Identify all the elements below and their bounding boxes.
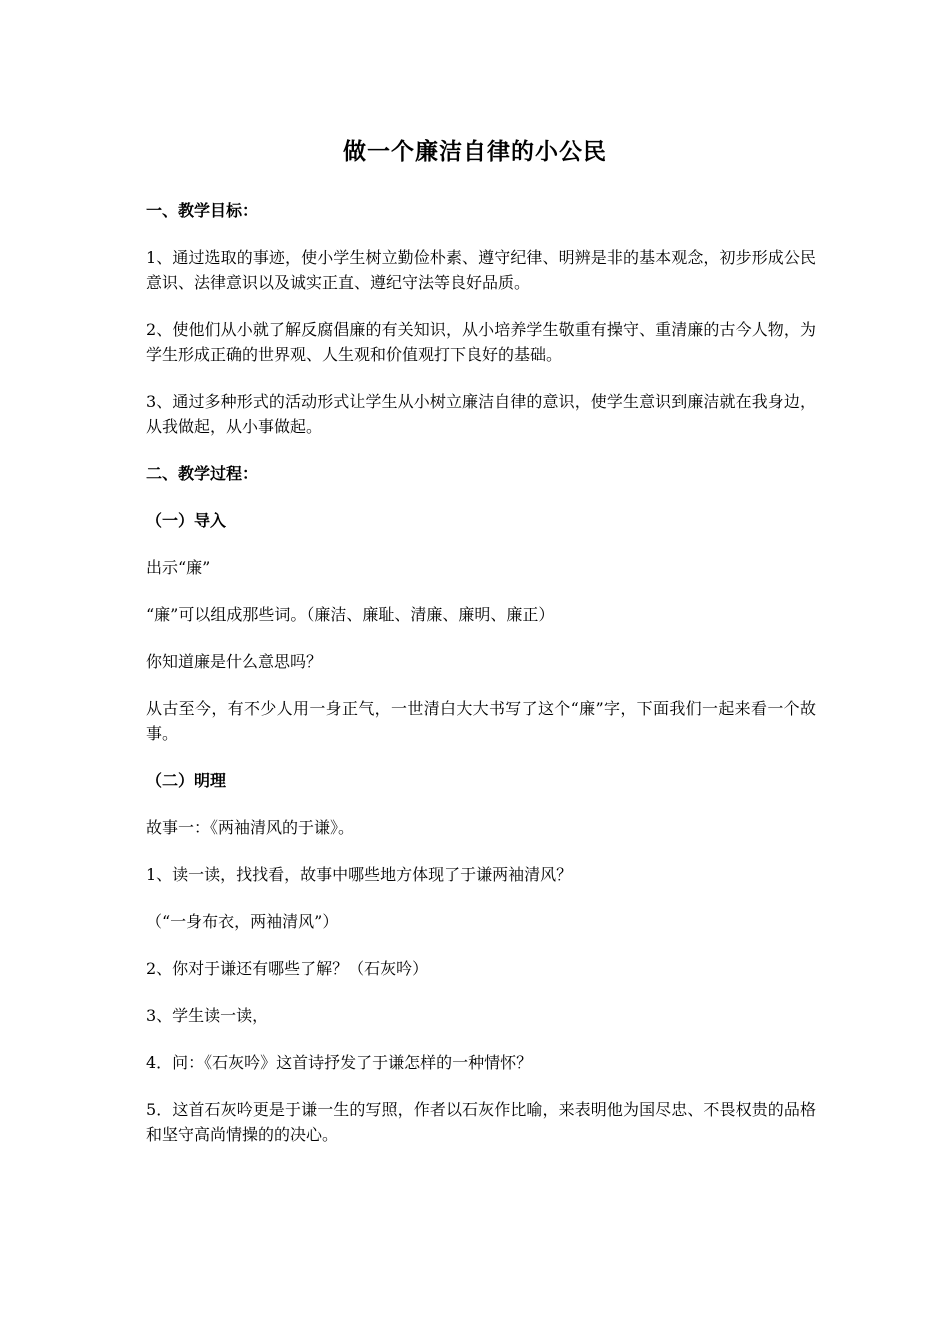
paragraph-question-3: 3、学生读一读， [146, 1006, 269, 1025]
paragraph-question-2: 2、你对于谦还有哪些了解？（石灰吟） [146, 959, 429, 978]
document-body [146, 198, 816, 1169]
paragraph-goal-2: 2、使他们从小就了解反腐倡廉的有关知识，从小培养学生敬重有操守、重清廉的古今人物，为学生形成正确的世界观、人生观和价值观打下良好的基础。 [146, 320, 816, 364]
paragraph-question-4: 4．问：《石灰吟》这首诗抒发了于谦怎样的一种情怀？ [146, 1053, 533, 1072]
paragraph-intro-2: “廉”可以组成那些词。（廉洁、廉耻、清廉、廉明、廉正） [146, 605, 555, 624]
section-heading-process: 二、教学过程： [146, 464, 259, 483]
paragraph-intro-4: 从古至今，有不少人用一身正气，一世清白大大书写了这个“廉”字，下面我们一起来看一个故事。 [146, 699, 816, 743]
subsection-heading-intro: （一）导入 [146, 511, 227, 530]
paragraph-intro-3: 你知道廉是什么意思吗？ [146, 652, 323, 671]
document-title: 做一个廉洁自律的小公民 [343, 139, 607, 165]
subsection-heading-mingli: （二）明理 [146, 771, 227, 790]
paragraph-story-1: 故事一：《两袖清风的于谦》。 [146, 818, 355, 837]
paragraph-question-1-answer: （“一身布衣，两袖清风”） [146, 912, 339, 931]
paragraph-goal-1: 1、通过选取的事迹，使小学生树立勤俭朴素、遵守纪律、明辨是非的基本观念，初步形成公民意识、法律意识以及诚实正直、遵纪守法等良好品质。 [146, 248, 816, 292]
paragraph-goal-3: 3、通过多种形式的活动形式让学生从小树立廉洁自律的意识，使学生意识到廉洁就在我身边，从我做起，从小事做起。 [146, 392, 816, 436]
section-heading-goals: 一、教学目标： [146, 201, 259, 220]
paragraph-question-1: 1、读一读，找找看，故事中哪些地方体现了于谦两袖清风？ [146, 865, 573, 884]
paragraph-question-5: 5．这首石灰吟更是于谦一生的写照，作者以石灰作比喻，来表明他为国尽忠、不畏权贵的品格和坚守高尚情操的的决心。 [146, 1100, 816, 1144]
paragraph-intro-1: 出示“廉” [146, 558, 211, 577]
